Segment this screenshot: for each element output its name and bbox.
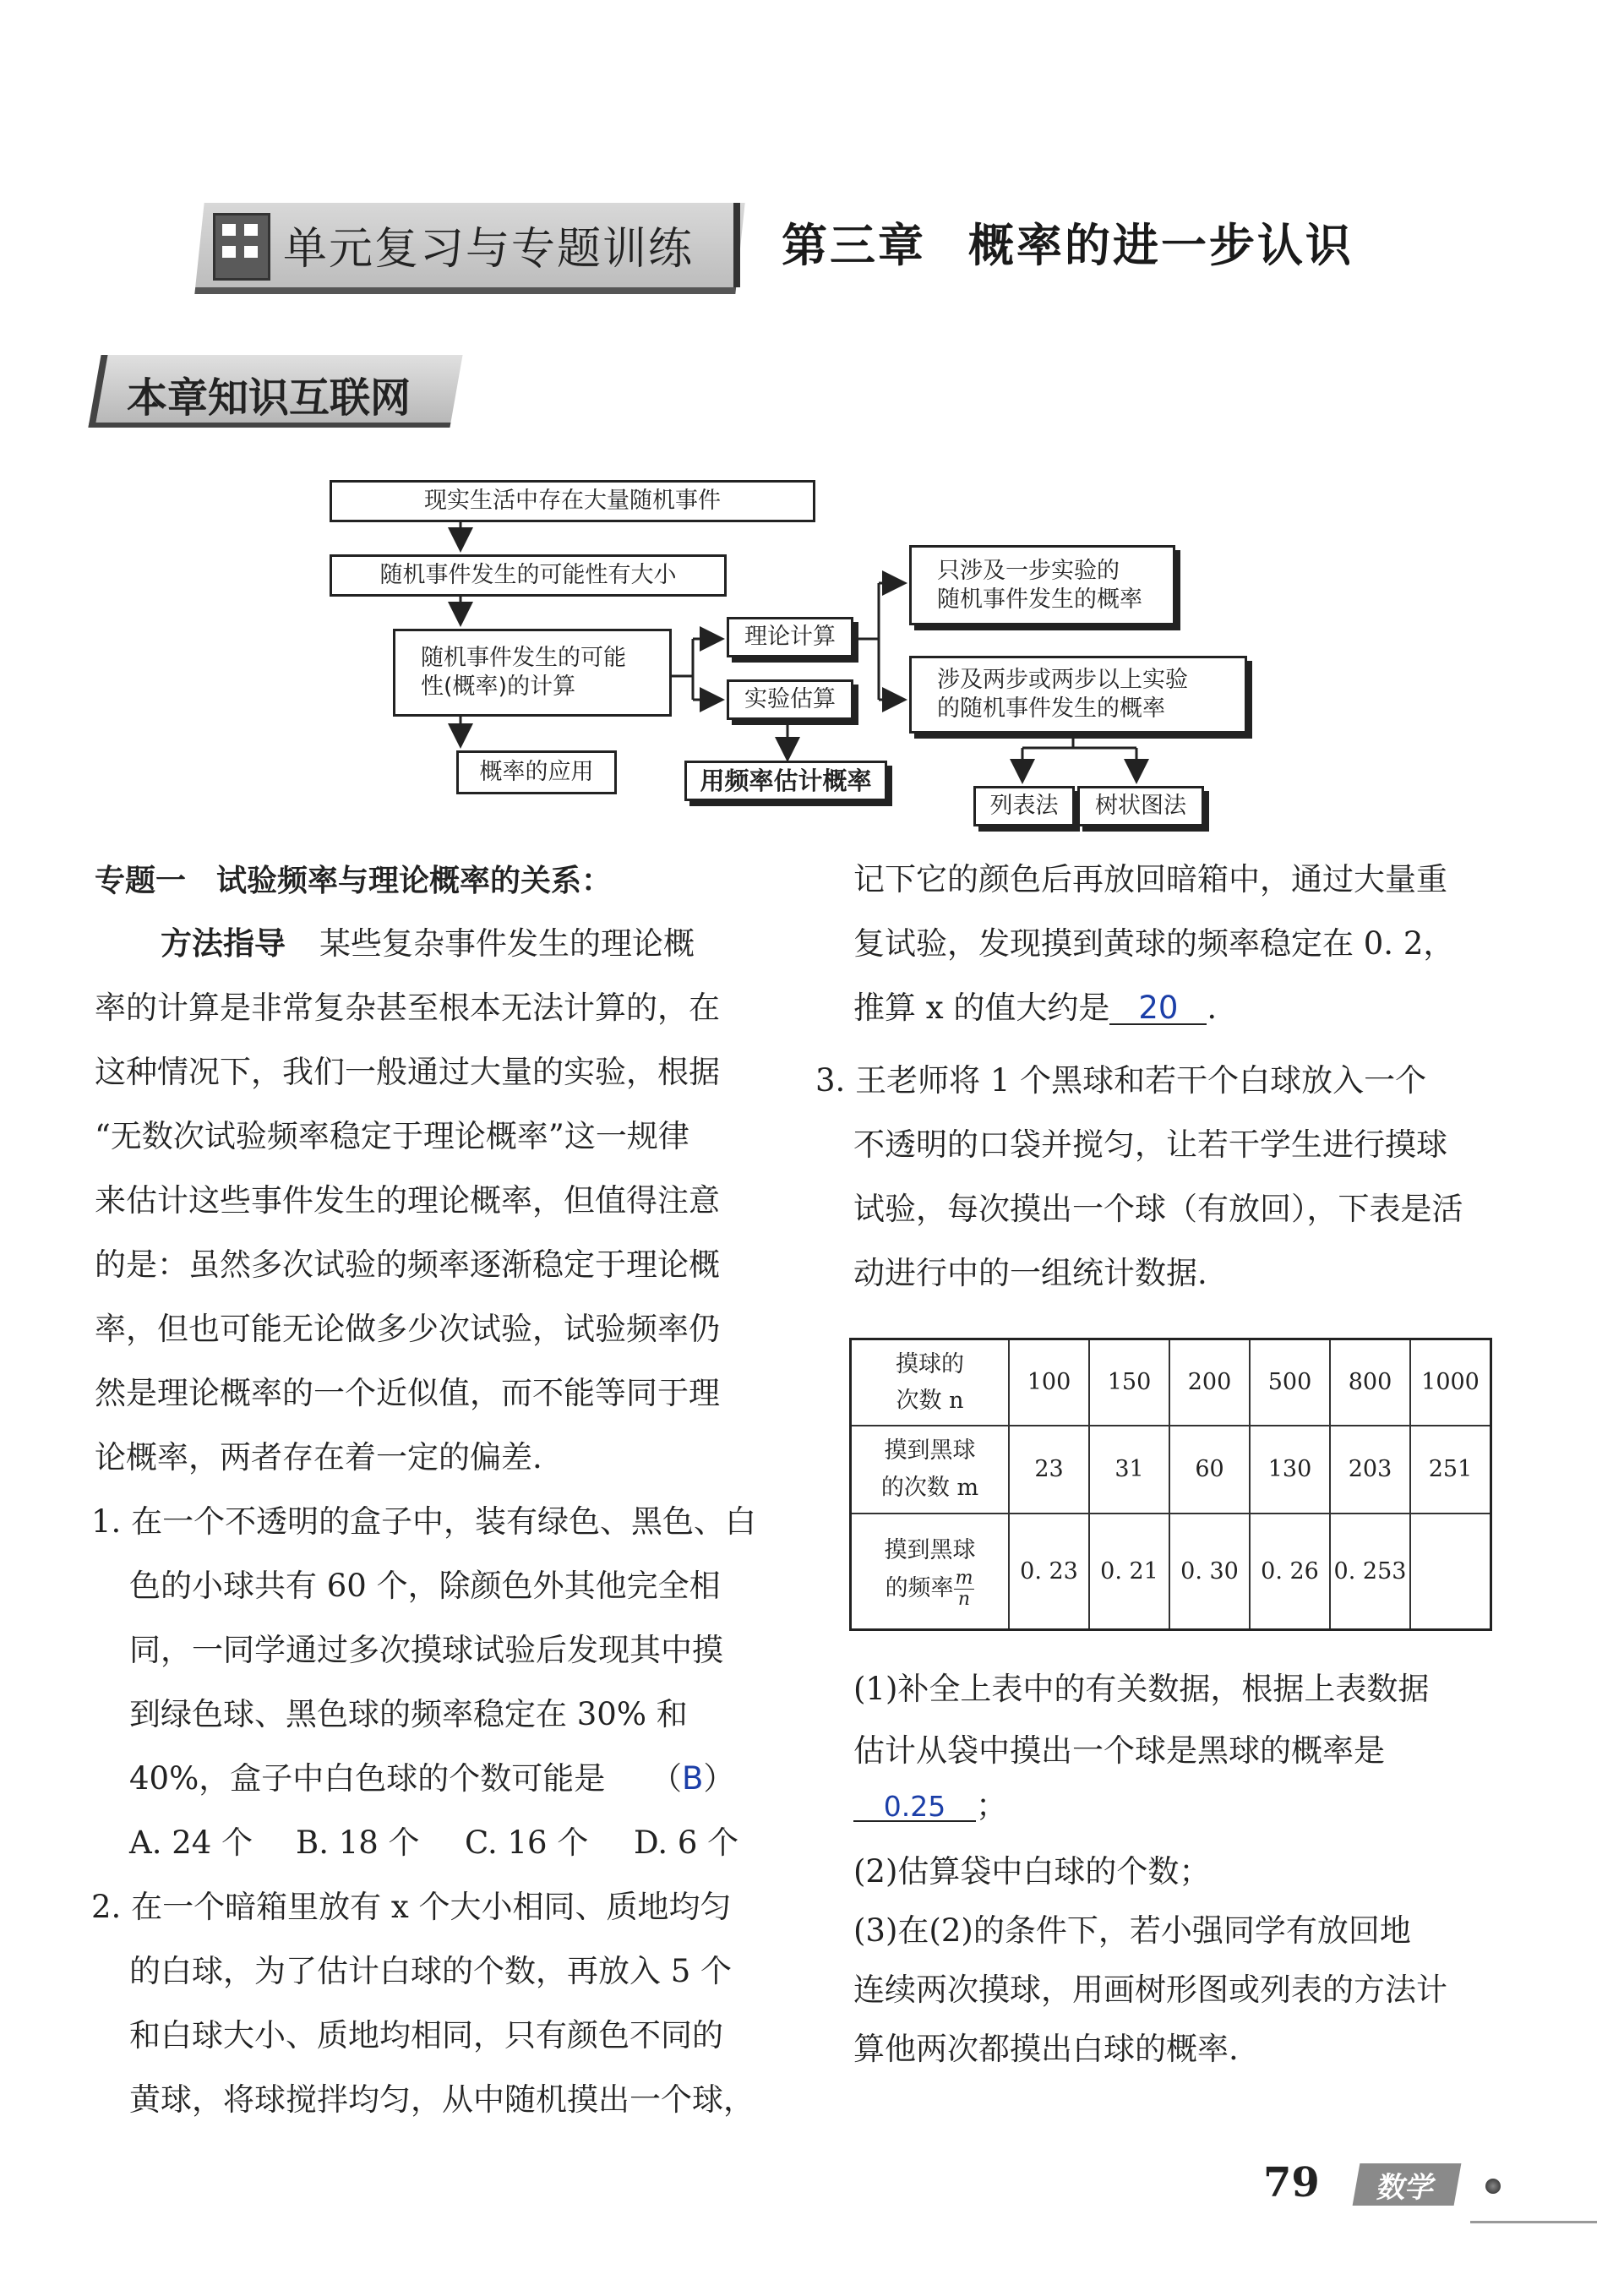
table-cell: 0. 21 — [1089, 1514, 1169, 1630]
topic1-line-0-text: 某些复杂事件发生的理论概 — [319, 925, 695, 962]
q1-line: 色的小球共有 60 个，除颜色外其他完全相 — [129, 1568, 721, 1604]
table-cell: 150 — [1089, 1339, 1169, 1426]
header-n-line2: 次数 n — [896, 1387, 964, 1414]
header-m-line2: 的次数 m — [880, 1474, 979, 1501]
node-random-events-exist: 现实生活中存在大量随机事件 — [330, 480, 815, 522]
table-cell: 203 — [1330, 1426, 1410, 1514]
node-one-step-probability — [909, 545, 1175, 625]
paren-close: ） — [703, 1760, 735, 1797]
q3-part1-line: 估计从袋中摸出一个球是黑球的概率是 — [853, 1732, 1385, 1769]
q2-line: 黄球，将球搅拌均匀，从中随机摸出一个球， — [129, 2081, 755, 2118]
method-guide-label: 方法指导 — [161, 925, 286, 962]
q2-tail — [853, 992, 1217, 1025]
header-freq-text: 的频率 — [885, 1575, 954, 1602]
q2-answer-blank: 20 — [1109, 992, 1207, 1025]
q1-line: 到绿色球、黑色球的频率稳定在 30% 和 — [129, 1696, 688, 1732]
q3-part3-line: 算他两次都摸出白球的概率. — [853, 2031, 1239, 2067]
footer-rule — [1470, 2221, 1597, 2223]
node-one-step-line2: 随机事件发生的概率 — [937, 586, 1142, 613]
node-probability-calculation-line2: 性(概率)的计算 — [421, 674, 576, 700]
table-cell: 251 — [1410, 1426, 1491, 1514]
q3-line: 3. 王老师将 1 个黑球和若干个白球放入一个 — [815, 1062, 1427, 1099]
table-header-frequency — [851, 1514, 1010, 1630]
q1-option-a: A. 24 个 — [129, 1824, 253, 1861]
table-row-frequency — [851, 1514, 1491, 1630]
table-cell: 0. 26 — [1250, 1514, 1330, 1630]
header-freq-line2 — [852, 1568, 1008, 1610]
node-frequency-estimate: 用频率估计概率 — [684, 761, 887, 801]
table-header-n — [851, 1339, 1010, 1426]
topic1-line: 来估计这些事件发生的理论概率，但值得注意 — [95, 1182, 720, 1219]
q1-answer-paren — [651, 1760, 735, 1797]
q3-part3-line: (3)在(2)的条件下，若小强同学有放回地 — [853, 1912, 1411, 1949]
table-cell: 0. 253 — [1330, 1514, 1410, 1630]
chapter-name: 概率的进一步认识 — [968, 219, 1354, 272]
q1-line: 1. 在一个不透明的盒子中，装有绿色、黑色、白 — [91, 1503, 757, 1540]
topic1-line: 的是：虽然多次试验的频率逐渐稳定于理论概 — [95, 1246, 720, 1283]
table-cell: 1000 — [1410, 1339, 1491, 1426]
bullet-dot-icon — [1485, 2179, 1501, 2194]
page-number: 79 — [1263, 2159, 1320, 2206]
paren-open: （ — [651, 1760, 682, 1797]
node-probability-calculation-line1: 随机事件发生的可能 — [421, 645, 626, 672]
header-n-line1: 摸球的 — [896, 1350, 964, 1377]
topic1-line: 率的计算是非常复杂甚至根本无法计算的，在 — [95, 990, 720, 1026]
chapter-label: 第三章 — [782, 219, 926, 272]
topic1-title: 专题一 试验频率与理论概率的关系： — [95, 864, 613, 898]
table-header-m — [851, 1426, 1010, 1514]
q3-part3-line: 连续两次摸球，用画树形图或列表的方法计 — [853, 1972, 1447, 2008]
unit-review-title: 单元复习与专题训练 — [283, 224, 695, 275]
topic1-line: 然是理论概率的一个近似值，而不能等同于理 — [95, 1375, 720, 1411]
node-possibility-size: 随机事件发生的可能性有大小 — [330, 554, 727, 597]
table-cell: 800 — [1330, 1339, 1410, 1426]
node-multi-step-line2: 的随机事件发生的概率 — [937, 695, 1165, 722]
table-row-m — [851, 1426, 1491, 1514]
table-cell: 500 — [1250, 1339, 1330, 1426]
table-cell: 100 — [1009, 1339, 1089, 1426]
q3-line: 动进行中的一组统计数据. — [853, 1255, 1207, 1291]
q1-option-b: B. 18 个 — [296, 1824, 420, 1861]
q2-line: 和白球大小、质地均相同，只有颜色不同的 — [129, 2017, 723, 2054]
q2-line: 记下它的颜色后再放回暗箱中，通过大量重 — [853, 861, 1447, 897]
node-experimental-estimate: 实验估算 — [727, 679, 853, 720]
q3-part2: (2)估算袋中白球的个数； — [853, 1853, 1211, 1890]
topic1-line: 率，但也可能无论做多少次试验，试验频率仍 — [95, 1311, 720, 1347]
node-probability-application: 概率的应用 — [456, 750, 617, 794]
q3-line: 不透明的口袋并搅匀，让若干学生进行摸球 — [853, 1126, 1447, 1163]
experiment-data-table — [849, 1338, 1492, 1631]
table-cell: 60 — [1169, 1426, 1250, 1514]
node-tree-method: 树状图法 — [1077, 786, 1204, 826]
node-theoretical-calc: 理论计算 — [727, 617, 853, 657]
node-probability-calculation — [393, 629, 672, 717]
q1-option-d: D. 6 个 — [634, 1824, 739, 1861]
q2-line: 复试验，发现摸到黄球的频率稳定在 0. 2， — [853, 925, 1455, 962]
q3-line: 试验，每次摸出一个球（有放回），下表是活 — [853, 1191, 1463, 1227]
table-cell: 130 — [1250, 1426, 1330, 1514]
table-cell: 23 — [1009, 1426, 1089, 1514]
q1-answer: B — [682, 1760, 704, 1797]
q3-part1-answer-blank: 0.25 — [853, 1792, 976, 1822]
q1-option-c: C. 16 个 — [465, 1824, 589, 1861]
table-cell: 31 — [1089, 1426, 1169, 1514]
table-cell: 200 — [1169, 1339, 1250, 1426]
node-one-step-line1: 只涉及一步实验的 — [937, 557, 1120, 584]
topic1-line: 这种情况下，我们一般通过大量的实验，根据 — [95, 1054, 720, 1090]
node-multi-step-line1: 涉及两步或两步以上实验 — [937, 667, 1188, 694]
q3-part1-line: (1)补全上表中的有关数据，根据上表数据 — [853, 1671, 1430, 1707]
subject-badge: 数学 — [1353, 2163, 1462, 2206]
q2-line: 的白球，为了估计白球的个数，再放入 5 个 — [129, 1953, 733, 1989]
fraction-m-over-n — [954, 1568, 975, 1610]
fraction-denominator: n — [957, 1589, 971, 1611]
node-list-method: 列表法 — [973, 786, 1075, 826]
table-row-n — [851, 1339, 1491, 1426]
topic1-line: “无数次试验频率稳定于理论概率”这一规律 — [95, 1118, 689, 1154]
table-cell: 0. 23 — [1009, 1514, 1089, 1630]
section-title: 本章知识互联网 — [127, 374, 411, 422]
q2-tail-period: . — [1207, 990, 1218, 1026]
q2-line: 2. 在一个暗箱里放有 x 个大小相同、质地均匀 — [91, 1889, 732, 1925]
topic1-line: 论概率，两者存在着一定的偏差. — [95, 1439, 542, 1475]
table-cell: 0. 30 — [1169, 1514, 1250, 1630]
q3-part1-answer — [853, 1787, 1007, 1824]
q1-line: 同，一同学通过多次摸球试验后发现其中摸 — [129, 1632, 723, 1668]
header-freq-line1: 摸到黑球 — [884, 1536, 976, 1563]
q3-part1-semicolon: ； — [976, 1787, 1007, 1824]
header-m-line1: 摸到黑球 — [884, 1437, 976, 1464]
q2-tail-text: 推算 x 的值大约是 — [853, 990, 1110, 1026]
q1-line: 40%，盒子中白色球的个数可能是 — [129, 1760, 606, 1797]
node-multi-step-probability — [909, 656, 1247, 734]
topic1-line-0 — [161, 925, 695, 962]
table-cell-empty — [1410, 1514, 1491, 1630]
fraction-numerator: m — [955, 1568, 973, 1590]
